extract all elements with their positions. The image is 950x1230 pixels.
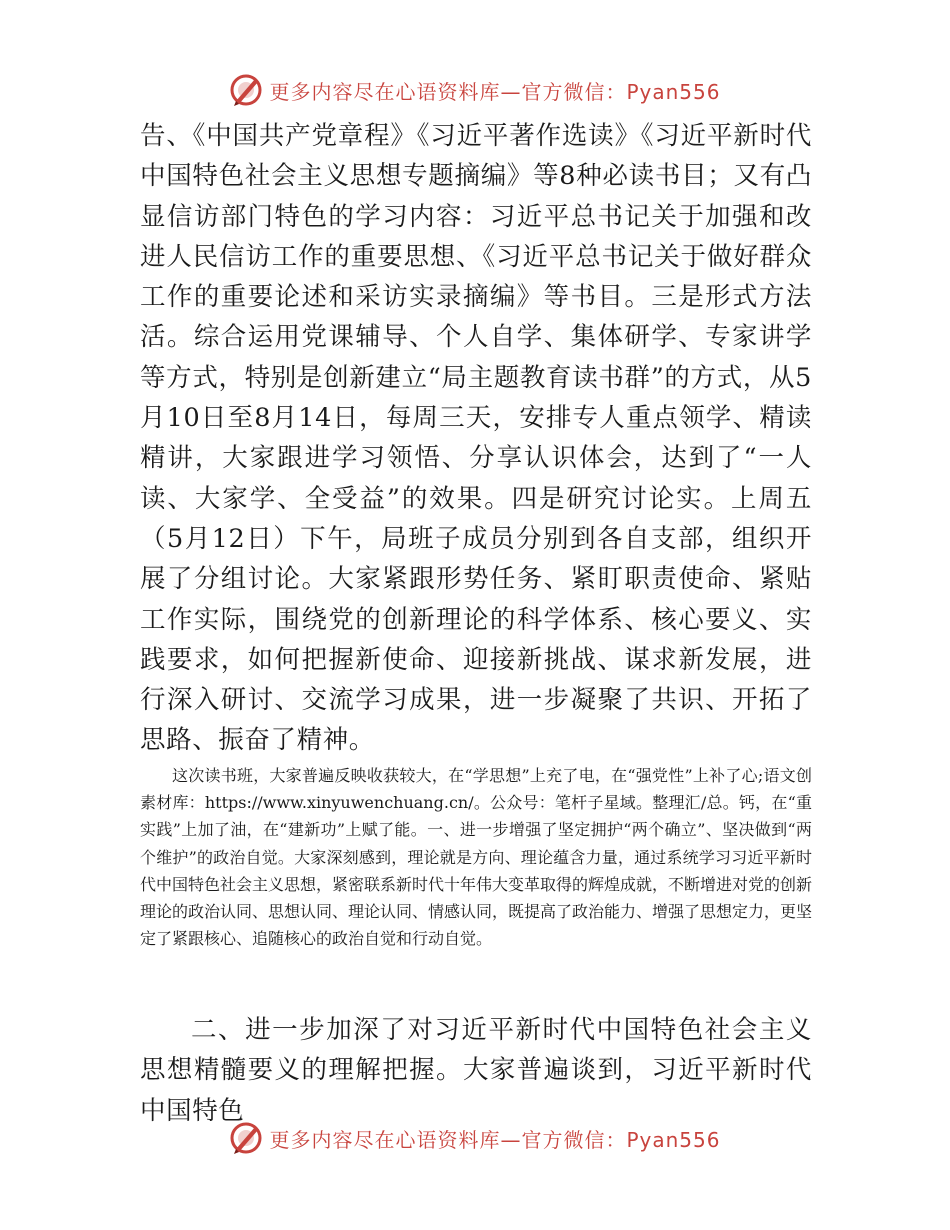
paragraph-text: 告、《中国共产党章程》《习近平著作选读》《习近平新时代中国特色社会主义思想专题摘编》等8种必读书目；又有凸显信访部门特色的学习内容：习近平总书记关于加强和改进人民信访工作的重要思想、《习近平总书记关于做好群众工作的重要论述和采访实录摘编》等书目。三是形式方法活。综合运用党课辅导、个人自学、集体研学、专家讲学等方式，特别是创新建立“局主题教育读书群”的方式，从5月10日至8月14日，每周三天，安排专人重点领学、精读精讲，大家跟进学习领悟、分享认识体会，达到了“一人读、大家学、全受益”的效果。四是研究讨论实。上周五（5月12日）下午，局班子成员分别到各自支部，组织开展了分组讨论。大家紧跟形势任务、紧盯职责使命、紧贴工作实际，围绕党的创新理论的科学体系、核心要义、实践要求，如何把握新使命、迎接新挑战、谋求新发展，进行深入研讨、交流学习成果，进一步凝聚了共识、开拓了思路、振奋了精神。	[140, 121, 812, 756]
body-paragraph-continued	[140, 116, 812, 761]
header-watermark-banner	[0, 70, 950, 110]
footer-banner-text: 更多内容尽在心语资料库—官方微信：Pyan556	[269, 1127, 721, 1152]
paragraph-two-text: 二、进一步加深了对习近平新时代中国特色社会主义思想精髓要义的理解把握。大家普遍谈到，习近平新时代中国特色	[140, 1015, 812, 1126]
header-banner-text: 更多内容尽在心语资料库—官方微信：Pyan556	[269, 79, 721, 104]
body-paragraph-two	[140, 1010, 812, 1131]
small-print-paragraph	[140, 762, 812, 952]
pen-logo-icon	[229, 1121, 263, 1155]
pen-logo-icon	[229, 73, 263, 107]
footer-watermark-banner	[0, 1118, 950, 1158]
small-paragraph-text: 这次读书班，大家普遍反映收获较大，在“学思想”上充了电，在“强党性”上补了心;语文创素材库：https://www.xinyuwenchuang.cn/。公众号：笔杆子星域。整理汇/总。钙，在“重实践”上加了油，在“建新功”上赋了能。一、进一步增强了坚定拥护“两个确立”、坚决做到“两个维护”的政治自觉。大家深刻感到，理论就是方向、理论蕴含力量，通过系统学习习近平新时代中国特色社会主义思想，紧密联系新时代十年伟大变革取得的辉煌成就，不断增进对党的创新理论的政治认同、思想认同、理论认同、情感认同，既提高了政治能力、增强了思想定力，更坚定了紧跟核心、追随核心的政治自觉和行动自觉。	[140, 766, 813, 949]
